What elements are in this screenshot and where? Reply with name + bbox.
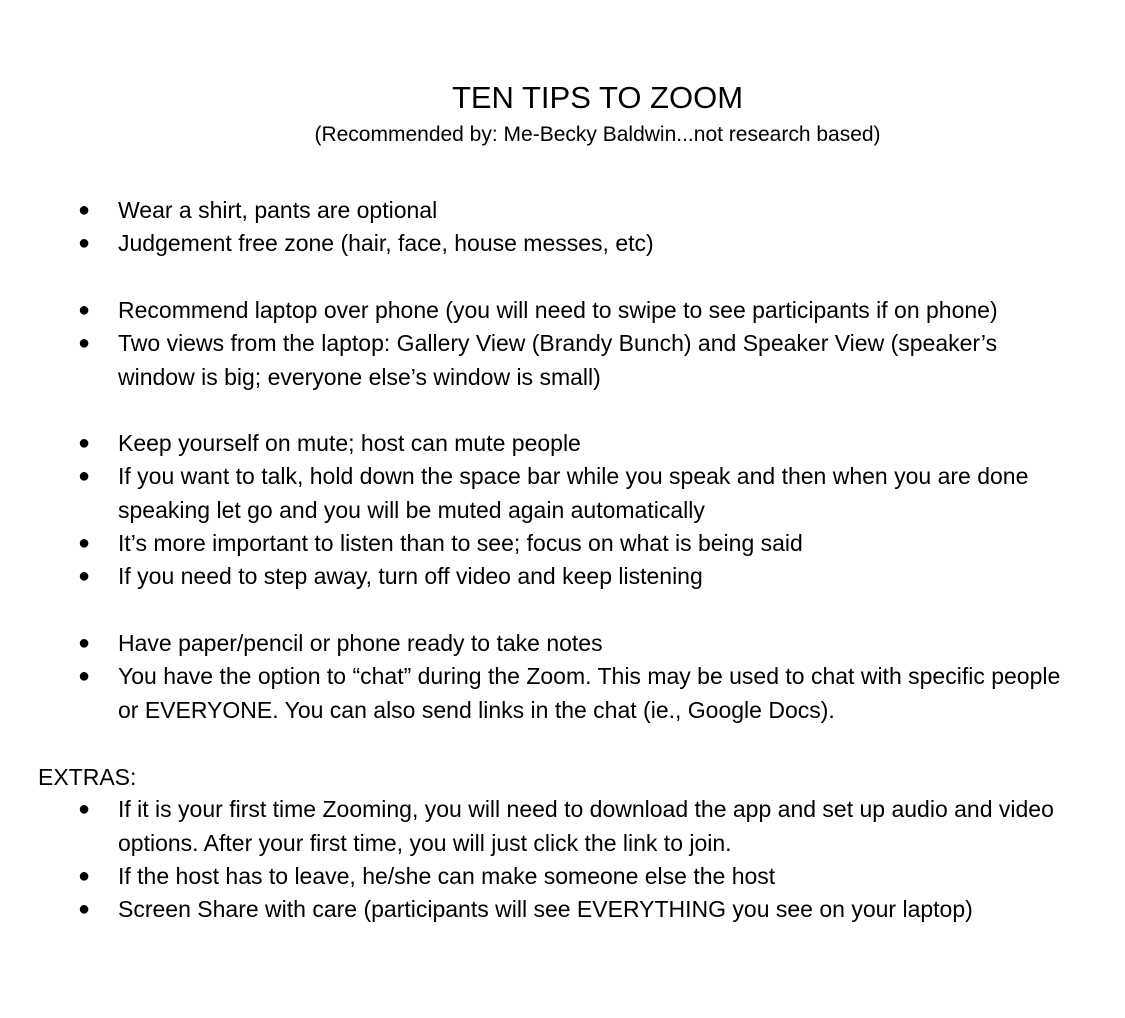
list-item [78, 560, 1068, 594]
bullet-icon: ● [78, 332, 91, 354]
bullet-icon: ● [78, 532, 91, 554]
list-item [78, 294, 1068, 328]
list-item-text: Have paper/pencil or phone ready to take notes [118, 630, 603, 656]
list-item [78, 860, 1068, 894]
list-item [78, 460, 1068, 527]
list-item-text: Two views from the laptop: Gallery View (Brandy Bunch) and Speaker View (speaker’s window is big; everyone else’s window is small) [118, 330, 998, 390]
bullet-icon: ● [78, 199, 91, 221]
list-item [78, 427, 1068, 461]
bullet-icon: ● [78, 665, 91, 687]
list-item [78, 793, 1068, 860]
list-item-text: If you want to talk, hold down the space bar while you speak and then when you are done speaking let go and you will be muted again automatically [118, 463, 1029, 523]
bullet-icon: ● [78, 865, 91, 887]
list-item-text: Keep yourself on mute; host can mute people [118, 430, 581, 456]
page-subtitle: (Recommended by: Me-Becky Baldwin...not research based) [314, 123, 881, 146]
list-item [78, 893, 1068, 927]
list-item [78, 660, 1068, 727]
page-title: TEN TIPS TO ZOOM [451, 80, 744, 115]
bullet-icon: ● [78, 898, 91, 920]
bullet-icon: ● [78, 465, 91, 487]
list-item-text: Screen Share with care (participants will see EVERYTHING you see on your laptop) [118, 896, 973, 922]
list-item-text: If it is your first time Zooming, you will need to download the app and set up audio and video options. After your first time, you will just click the link to join. [118, 796, 1054, 856]
extras-heading: EXTRAS: [38, 764, 137, 790]
list-item [78, 327, 1068, 394]
list-item-text: Wear a shirt, pants are optional [118, 197, 438, 223]
list-item-text: If the host has to leave, he/she can make someone else the host [118, 863, 776, 889]
bullet-icon: ● [78, 565, 91, 587]
bullet-icon: ● [78, 299, 91, 321]
list-item [78, 527, 1068, 561]
list-item-text: Judgement free zone (hair, face, house messes, etc) [118, 230, 654, 256]
bullet-icon: ● [78, 432, 91, 454]
list-item [78, 627, 1068, 661]
bullet-icon: ● [78, 232, 91, 254]
bullet-icon: ● [78, 798, 91, 820]
list-item-text: It’s more important to listen than to see; focus on what is being said [118, 530, 803, 556]
bullet-icon: ● [78, 632, 91, 654]
list-item-text: Recommend laptop over phone (you will need to swipe to see participants if on phone) [118, 297, 998, 323]
list-item [78, 227, 1068, 261]
list-item [78, 194, 1068, 228]
list-item-text: You have the option to “chat” during the Zoom. This may be used to chat with specific people or EVERYONE. You can also send links in the chat (ie., Google Docs). [118, 663, 1061, 723]
list-item-text: If you need to step away, turn off video and keep listening [118, 563, 703, 589]
